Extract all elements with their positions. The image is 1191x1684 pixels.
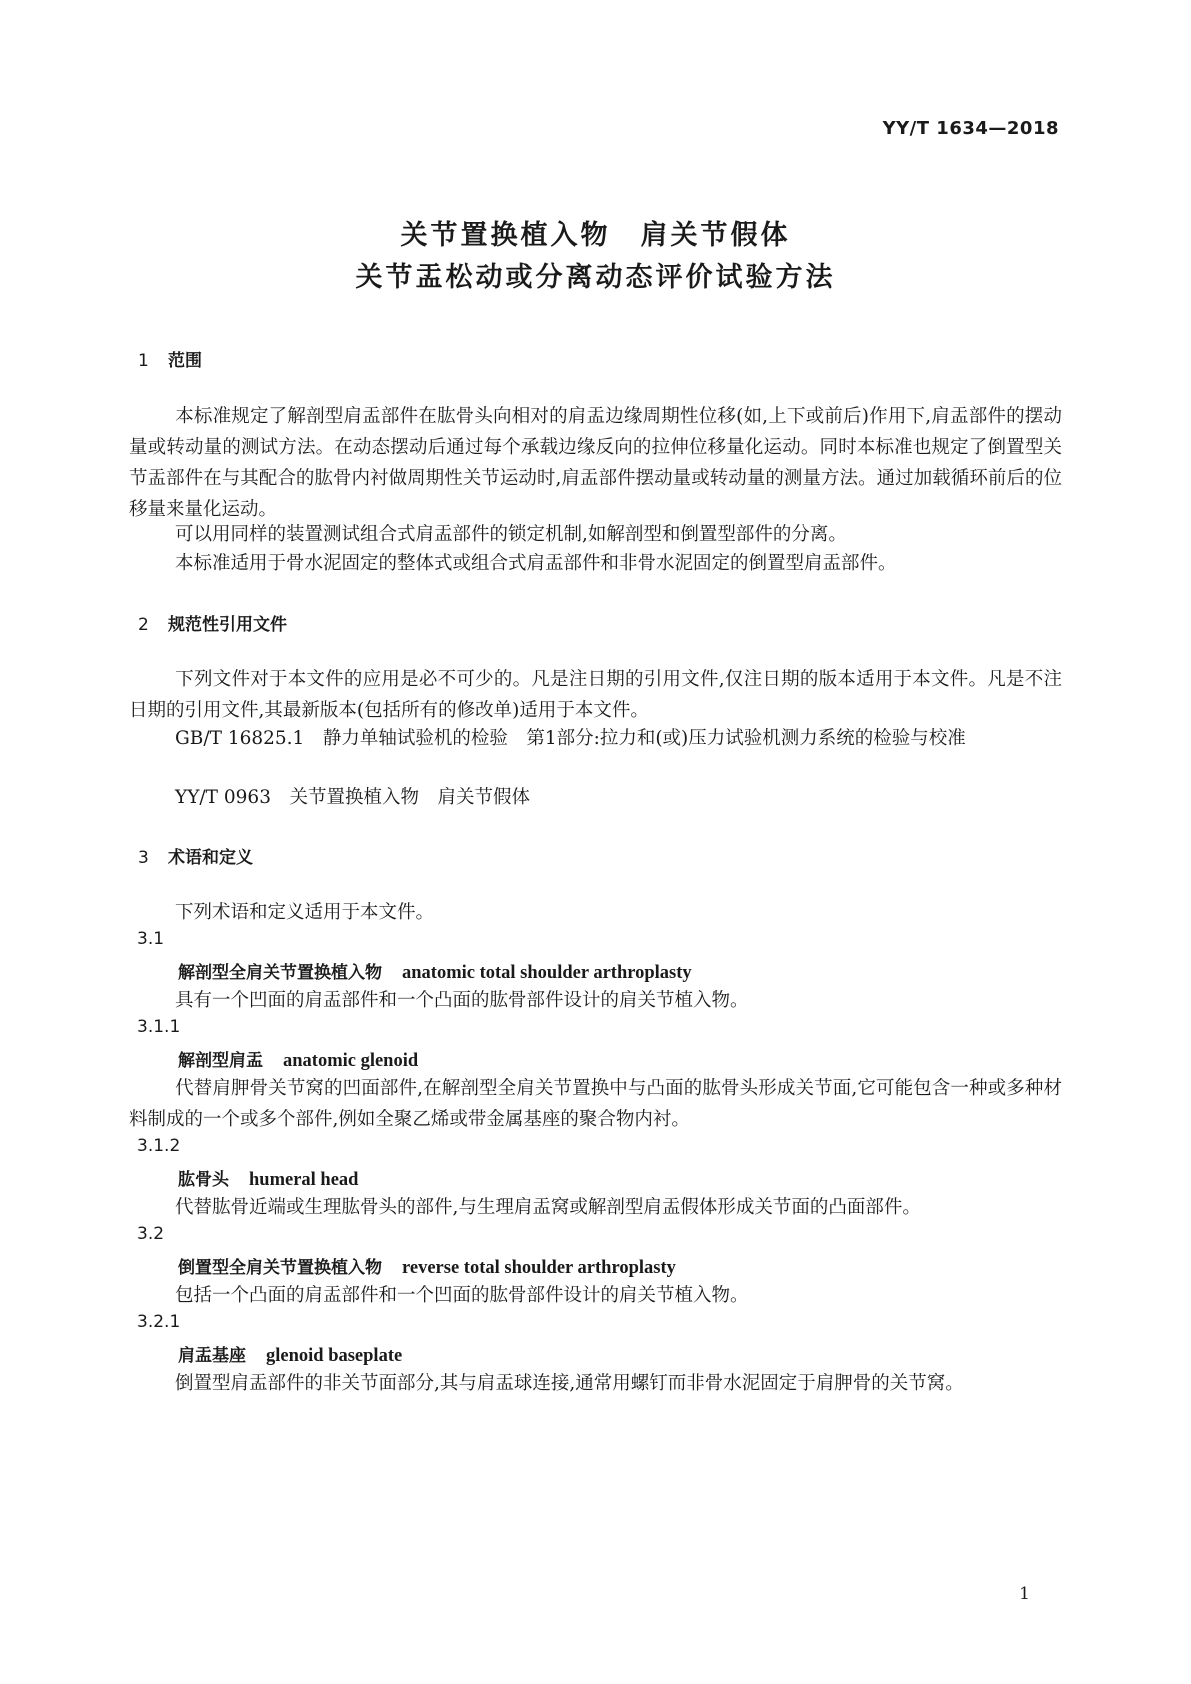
clause-number: 3.1 xyxy=(137,929,165,949)
term-chinese: 解剖型肩盂 xyxy=(178,1051,263,1071)
standard-number: YY/T 1634—2018 xyxy=(882,118,1059,139)
term-chinese: 肩盂基座 xyxy=(178,1346,246,1366)
term-heading xyxy=(178,958,692,984)
term-definition: 具有一个凹面的肩盂部件和一个凸面的肱骨部件设计的肩关节植入物。 xyxy=(175,990,749,1011)
section-title: 规范性引用文件 xyxy=(168,615,287,635)
term-definition: 代替肩胛骨关节窝的凹面部件,在解剖型全肩关节置换中与凸面的肱骨头形成关节面,它可能包含一种或多种材料制成的一个或多个部件,例如全聚乙烯或带金属基座的聚合物内衬。 xyxy=(129,1078,1062,1130)
reference-yyt-0963: YY/T 0963 关节置换植入物 肩关节假体 xyxy=(175,787,530,808)
term-heading xyxy=(178,1341,402,1367)
section-number: 2 xyxy=(138,615,149,635)
term-chinese: 解剖型全肩关节置换植入物 xyxy=(178,963,382,983)
section-1-paragraph-1: 本标准规定了解剖型肩盂部件在肱骨头向相对的肩盂边缘周期性位移(如,上下或前后)作用下,肩盂部件的摆动量或转动量的测试方法。在动态摆动后通过每个承载边缘反向的拉伸位移量化运动。同时本标准也规定了倒置型关节盂部件在与其配合的肱骨内衬做周期性关节运动时,肩盂部件摆动量或转动量的测量方法。通过加载循环前后的位移量来量化运动。 xyxy=(129,406,1062,520)
term-english: anatomic glenoid xyxy=(283,1051,419,1071)
section-2-paragraph-1: 下列文件对于本文件的应用是必不可少的。凡是注日期的引用文件,仅注日期的版本适用于本文件。凡是不注日期的引用文件,其最新版本(包括所有的修改单)适用于本文件。 xyxy=(129,669,1062,721)
term-definition: 包括一个凸面的肩盂部件和一个凹面的肱骨部件设计的肩关节植入物。 xyxy=(175,1285,749,1306)
term-definition: 倒置型肩盂部件的非关节面部分,其与肩盂球连接,通常用螺钉而非骨水泥固定于肩胛骨的关节窝。 xyxy=(175,1373,964,1394)
section-number: 3 xyxy=(138,848,149,868)
section-1-paragraph-2: 可以用同样的装置测试组合式肩盂部件的锁定机制,如解剖型和倒置型部件的分离。 xyxy=(175,524,847,545)
clause-number: 3.2 xyxy=(137,1224,165,1244)
section-title: 术语和定义 xyxy=(168,848,253,868)
term-heading xyxy=(178,1253,676,1279)
clause-number: 3.2.1 xyxy=(137,1312,181,1332)
term-definition: 代替肱骨近端或生理肱骨头的部件,与生理肩盂窝或解剖型肩盂假体形成关节面的凸面部件。 xyxy=(175,1197,921,1218)
section-title: 范围 xyxy=(168,351,202,371)
page-number: 1 xyxy=(1019,1584,1030,1604)
clause-number: 3.1.1 xyxy=(137,1017,181,1037)
section-1-heading xyxy=(138,346,202,371)
term-chinese: 肱骨头 xyxy=(178,1170,229,1190)
section-number: 1 xyxy=(138,351,149,371)
section-3-heading xyxy=(138,843,253,868)
term-english: humeral head xyxy=(249,1170,359,1190)
term-english: anatomic total shoulder arthroplasty xyxy=(402,963,692,983)
clause-number: 3.1.2 xyxy=(137,1136,181,1156)
term-english: glenoid baseplate xyxy=(266,1346,403,1366)
reference-gbt-16825: GB/T 16825.1 静力单轴试验机的检验 第1部分:拉力和(或)压力试验机测力系统的检验与校准 xyxy=(175,728,966,749)
term-chinese: 倒置型全肩关节置换植入物 xyxy=(178,1258,382,1278)
term-heading xyxy=(178,1165,358,1191)
term-heading xyxy=(178,1046,418,1072)
section-3-intro: 下列术语和定义适用于本文件。 xyxy=(175,902,435,923)
title-line-2: 关节盂松动或分离动态评价试验方法 xyxy=(355,262,836,293)
term-english: reverse total shoulder arthroplasty xyxy=(402,1258,676,1278)
title-line-1: 关节置换植入物 肩关节假体 xyxy=(400,220,791,251)
section-2-heading xyxy=(138,610,287,635)
section-1-paragraph-3: 本标准适用于骨水泥固定的整体式或组合式肩盂部件和非骨水泥固定的倒置型肩盂部件。 xyxy=(175,553,897,574)
